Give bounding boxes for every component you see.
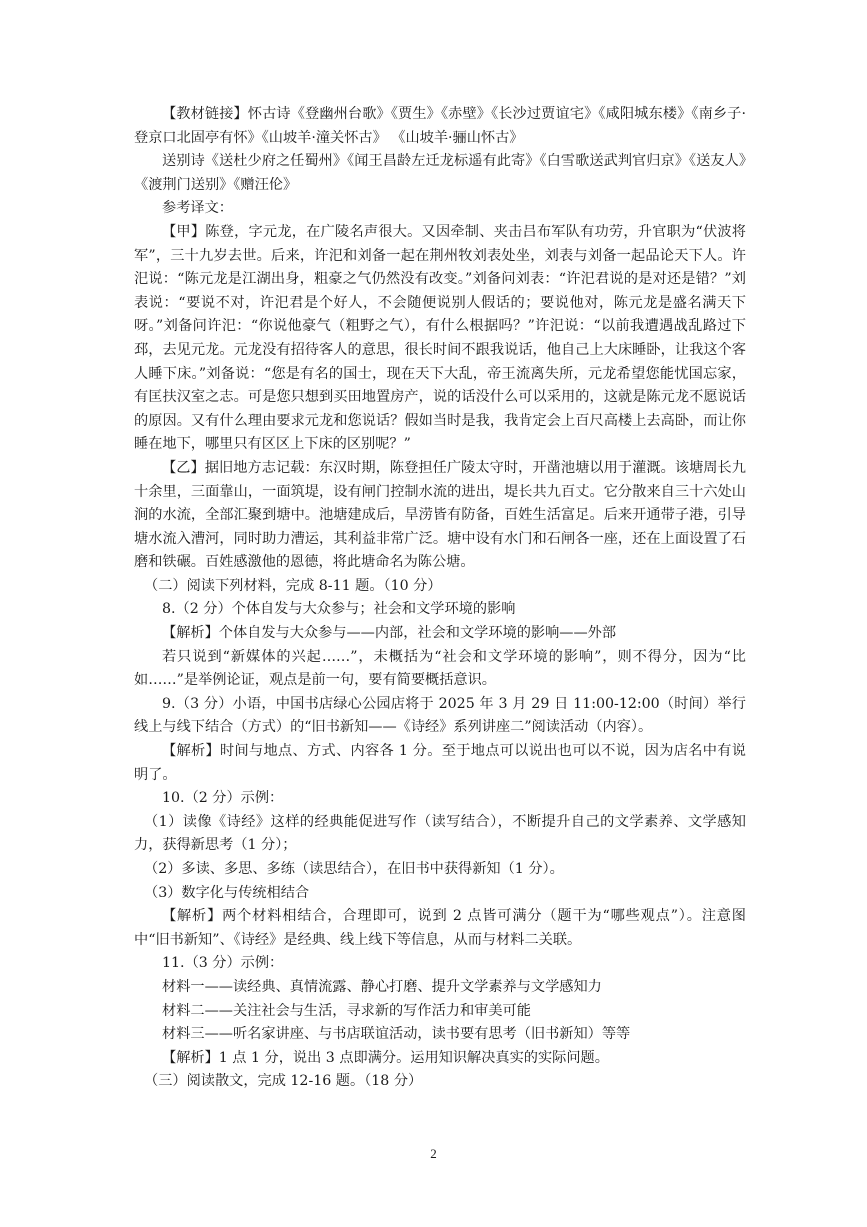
q11-material-2: 材料二——关注社会与生活，寻求新的写作活力和审美可能 xyxy=(162,1002,531,1019)
section-2-heading: （二）阅读下列材料，完成 8-11 题。（10 分） xyxy=(144,577,442,594)
q8-note: 若只说到“新媒体的兴起……”，未概括为“社会和文学环境的影响”，则不得分，因为“比如……”是举例论证，观点是前一句，要有简要概括意识。 xyxy=(134,648,746,689)
section-3-heading: （三）阅读散文，完成 12-16 题。（18 分） xyxy=(144,1073,423,1090)
translation-yi: 【乙】据旧地方志记载：东汉时期，陈登担任广陵太守时，开凿池塘以用于灌溉。该塘周长九十余里，三面靠山，一面筑堤，设有闸门控制水流的进出，堤长共九百丈。它分散来自三十六处山涧的水流，全部汇聚到塘中。池塘建成后，旱涝皆有防备，百姓生活富足。后来开通带子港，引导塘水流入漕河，同时助力漕运，其利益非常广泛。塘中设有水门和石闸各一座，还在上面设置了石磨和铁碾。百姓感激他的恩德，将此塘命名为陈公塘。 xyxy=(134,459,746,571)
q9-answer: 9.（3 分）小语，中国书店绿心公园店将于 2025 年 3 月 29 日 11:00-12:00（时间）举行线上与线下结合（方式）的“旧书新知——《诗经》系列讲座二”阅读活动（内容）。 xyxy=(134,695,746,736)
q11-material-1: 材料一——读经典、真情流露、静心打磨、提升文学素养与文学感知力 xyxy=(162,978,602,995)
page-number: 2 xyxy=(430,1146,437,1161)
translation-jia: 【甲】陈登，字元龙，在广陵名声很大。又因牵制、夹击吕布军队有功劳，升官职为“伏波将军”，三十九岁去世。后来，许汜和刘备一起在荆州牧刘表处坐，刘表与刘备一起品论天下人。许汜说：“陈元龙是江湖出身，粗豪之气仍然没有改变。”刘备问刘表：“许汜君说的是对还是错？”刘表说：“要说不对，许汜君是个好人，不会随便说别人假话的；要说他对，陈元龙是盛名满天下呀。”刘备问许汜：“你说他豪气（粗野之气），有什么根据吗？”许汜说：“以前我遭遇战乱路过下邳，去见元龙。元龙没有招待客人的意思，很长时间不跟我说话，他自己上大床睡卧，让我这个客人睡下床。”刘备说：“您是有名的国士，现在天下大乱，帝王流离失所，元龙希望您能忧国忘家，有匡扶汉室之志。可是您只想到买田地置房产，说的话没什么可以采用的，这就是陈元龙不愿说话的原因。又有什么理由要求元龙和您说话？假如当时是我，我肯定会上百尺高楼上去高卧，而让你睡在地下，哪里只有区区上下床的区别呢？” xyxy=(134,223,746,453)
q11-heading: 11.（3 分）示例： xyxy=(162,955,284,972)
q11-material-3: 材料三——听名家讲座、与书店联谊活动，读书要有思考（旧书新知）等等 xyxy=(162,1026,631,1043)
q10-point-1: （1）读像《诗经》这样的经典能促进写作（读写结合），不断提升自己的文学素养、文学感知力，获得新思考（1 分）； xyxy=(134,813,746,854)
reference-translation-heading: 参考译文： xyxy=(162,200,233,217)
q8-analysis: 【解析】个体自发与大众参与——内部，社会和文学环境的影响——外部 xyxy=(162,625,617,642)
q10-point-3: （3）数字化与传统相结合 xyxy=(144,884,310,901)
q9-analysis: 【解析】时间与地点、方式、内容各 1 分。至于地点可以说出也可以不说，因为店名中有说明了。 xyxy=(134,743,746,783)
q10-analysis: 【解析】两个材料相结合，合理即可，说到 2 点皆可满分（题干为“哪些观点”）。注意图中“旧书新知”、《诗经》是经典、线上线下等信息，从而与材料二关联。 xyxy=(134,908,746,948)
q10-point-2: （2）多读、多思、多练（读思结合），在旧书中获得新知（1 分）。 xyxy=(144,861,564,877)
q10-heading: 10.（2 分）示例： xyxy=(162,790,284,807)
answer-key-body xyxy=(134,103,746,1094)
textbook-link-songbie: 送别诗《送杜少府之任蜀州》《闻王昌龄左迁龙标遥有此寄》《白雪歌送武判官归京》《送友人》《渡荆门送别》《赠汪伦》 xyxy=(134,153,746,193)
q8-answer: 8.（2 分）个体自发与大众参与；社会和文学环境的影响 xyxy=(162,601,516,618)
q11-analysis: 【解析】1 点 1 分，说出 3 点即满分。运用知识解决真实的实际问题。 xyxy=(162,1049,609,1066)
textbook-link-huaigu: 【教材链接】怀古诗《登幽州台歌》《贾生》《赤壁》《长沙过贾谊宅》《咸阳城东楼》《南乡子·登京口北固亭有怀》《山坡羊·潼关怀古》 《山坡羊·骊山怀古》 xyxy=(134,106,746,146)
